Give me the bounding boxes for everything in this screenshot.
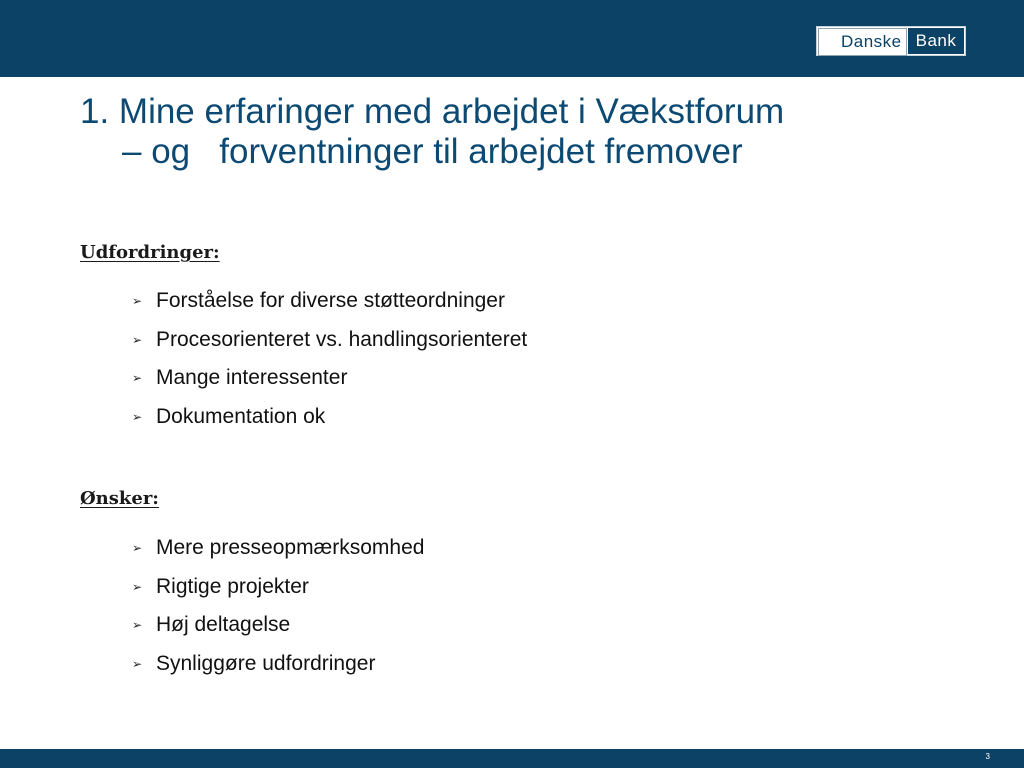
title-line-1: 1. Mine erfaringer med arbejdet i Vækstforum [80,92,785,131]
arrow-bullet-icon: ➢ [132,579,143,594]
list-item-text: Høj deltagelse [156,613,291,637]
arrow-bullet-icon: ➢ [132,409,143,424]
list-item [132,282,527,321]
list-item-text: Dokumentation ok [156,404,326,428]
arrow-bullet-icon: ➢ [132,541,143,556]
list-item [132,359,527,398]
bullet-list-onsker [132,529,424,683]
page-number: 3 [985,752,990,761]
list-item-text: Mange interessenter [156,366,348,390]
list-item [132,398,527,437]
list-item-text: Mere presseopmærksomhed [156,536,425,560]
arrow-bullet-icon: ➢ [132,332,143,347]
list-item [132,606,424,645]
arrow-bullet-icon: ➢ [132,656,143,671]
list-item [132,645,424,684]
logo-text-danske: Danske [818,28,907,56]
list-item-text: Forståelse for diverse støtteordninger [156,289,505,313]
list-item-text: Synliggøre udfordringer [156,651,376,675]
title-line-2: – og forventninger til arbejdet fremover [122,132,743,171]
list-item-text: Rigtige projekter [156,574,309,598]
list-item [132,568,424,607]
list-item [132,529,424,568]
logo-text-bank: Bank [908,28,965,54]
bullet-list-udfordringer [132,282,527,436]
arrow-bullet-icon: ➢ [132,294,143,309]
arrow-bullet-icon: ➢ [132,618,143,633]
list-item [132,321,527,360]
section-heading-onsker: Ønsker: [80,488,159,509]
header-bar [0,0,1024,77]
arrow-bullet-icon: ➢ [132,371,143,386]
slide-title [80,92,980,172]
section-heading-udfordringer: Udfordringer: [80,242,220,263]
list-item-text: Procesorienteret vs. handlingsorienteret [156,327,528,351]
footer-bar [0,749,1024,768]
danske-bank-logo [816,26,966,56]
